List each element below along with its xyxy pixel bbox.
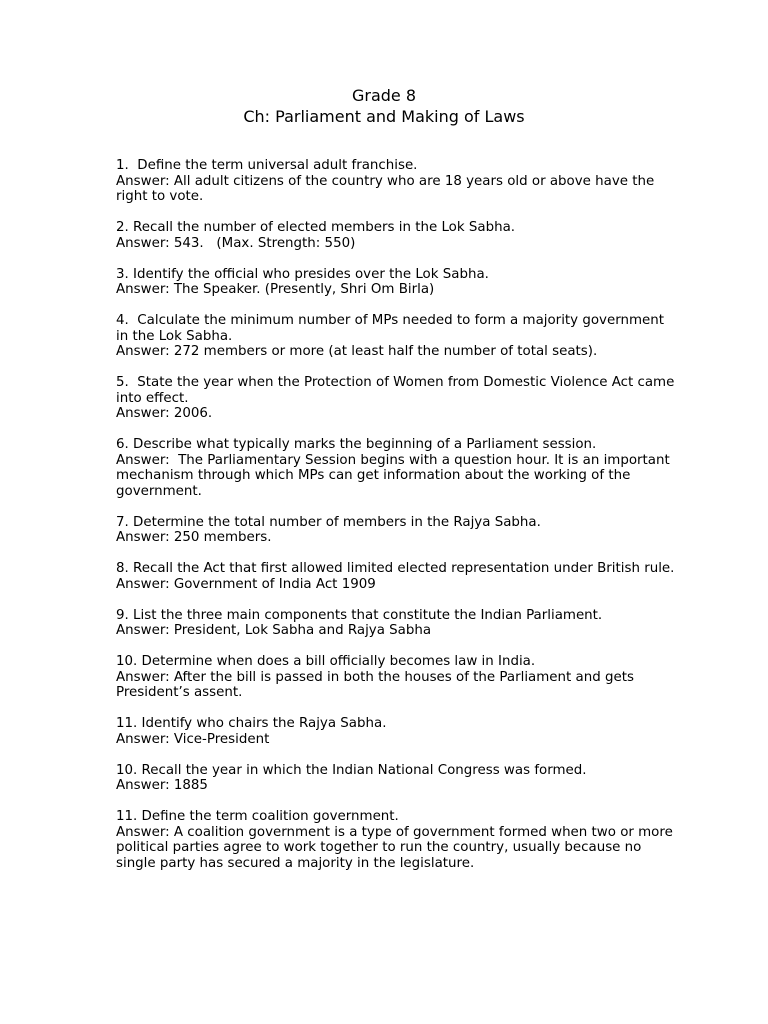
answer-text: Answer: 272 members or more (at least half the number of total seats). bbox=[116, 344, 598, 359]
answer-text: Answer: 250 members. bbox=[116, 530, 272, 545]
answer-text: Answer: 543. (Max. Strength: 550) bbox=[116, 235, 356, 251]
question-text: 10. Recall the year in which the Indian National Congress was formed. bbox=[116, 762, 587, 778]
answer-text: Answer: Vice-President bbox=[116, 731, 270, 747]
qa-item-11 bbox=[116, 716, 676, 747]
qa-item-4 bbox=[116, 313, 676, 360]
answer-text: Answer: Government of India Act 1909 bbox=[116, 576, 376, 592]
grade-title: Grade 8 bbox=[351, 86, 417, 105]
question-text: 10. Determine when does a bill officially becomes law in India. bbox=[116, 654, 536, 669]
question-text: 4. Calculate the minimum number of MPs needed to form a majority government in the Lok Sabha. bbox=[116, 313, 669, 344]
qa-item-5 bbox=[116, 375, 679, 422]
document-header bbox=[0, 86, 768, 127]
answer-text: Answer: A coalition government is a type of government formed when two or more political parties agree to work together to run the country, usually because no single party has secured a majority in the legislature. bbox=[116, 824, 678, 871]
qa-item-2 bbox=[116, 220, 676, 251]
question-text: 6. Describe what typically marks the beginning of a Parliament session. bbox=[116, 437, 597, 452]
answer-text: Answer: All adult citizens of the country who are 18 years old or above have the right to vote. bbox=[116, 173, 659, 204]
qa-item-12 bbox=[116, 763, 676, 794]
qa-item-8 bbox=[116, 561, 676, 592]
qa-item-7 bbox=[116, 515, 676, 546]
qa-item-1 bbox=[116, 158, 676, 205]
answer-text: Answer: 1885 bbox=[116, 778, 208, 793]
qa-item-6 bbox=[116, 437, 676, 499]
question-text: 5. State the year when the Protection of Women from Domestic Violence Act came into effect. bbox=[116, 375, 679, 406]
question-text: 9. List the three main components that constitute the Indian Parliament. bbox=[116, 607, 603, 623]
question-text: 1. Define the term universal adult franchise. bbox=[116, 158, 418, 173]
question-list bbox=[116, 158, 679, 887]
answer-text: Answer: 2006. bbox=[116, 406, 213, 421]
question-text: 11. Define the term coalition government. bbox=[116, 809, 399, 824]
qa-item-9 bbox=[116, 608, 676, 639]
question-text: 8. Recall the Act that first allowed limited elected representation under British rule. bbox=[116, 561, 675, 576]
chapter-title: Ch: Parliament and Making of Laws bbox=[243, 106, 525, 126]
answer-text: Answer: The Parliamentary Session begins with a question hour. It is an important mechanism through which MPs can get information about the working of the government. bbox=[116, 452, 675, 499]
answer-text: Answer: After the bill is passed in both the houses of the Parliament and gets President’s assent. bbox=[116, 669, 639, 700]
question-text: 7. Determine the total number of members in the Rajya Sabha. bbox=[116, 514, 541, 530]
qa-item-10 bbox=[116, 654, 676, 701]
answer-text: Answer: President, Lok Sabha and Rajya Sabha bbox=[116, 623, 432, 638]
question-text: 2. Recall the number of elected members in the Lok Sabha. bbox=[116, 220, 516, 235]
answer-text: Answer: The Speaker. (Presently, Shri Om Birla) bbox=[116, 282, 435, 297]
question-text: 11. Identify who chairs the Rajya Sabha. bbox=[116, 716, 387, 731]
qa-item-3 bbox=[116, 267, 676, 298]
qa-item-13 bbox=[116, 809, 676, 871]
question-text: 3. Identify the official who presides over the Lok Sabha. bbox=[116, 266, 489, 282]
